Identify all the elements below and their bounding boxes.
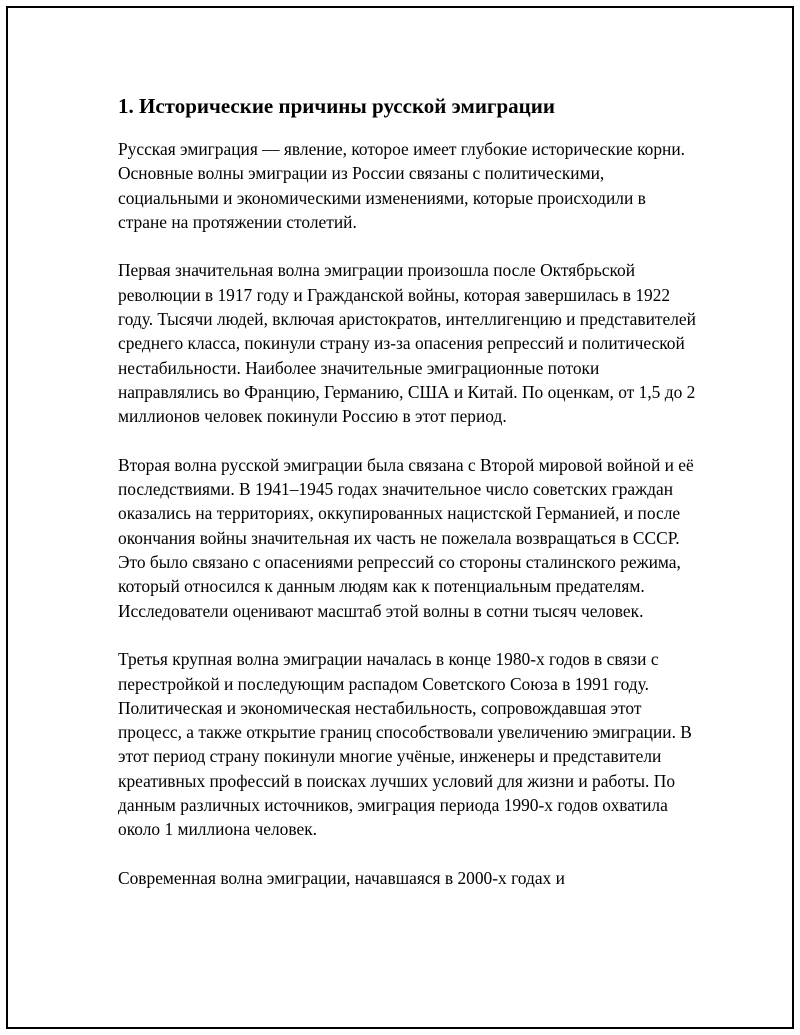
paragraph-modern-wave: Современная волна эмиграции, начавшаяся в 2000-х годах и [118,867,565,888]
document-body [118,92,698,915]
paragraph-second-wave: Вторая волна русской эмиграции была связана с Второй мировой войной и её последствиями. В 1941–1945 годах значительное число советских граждан оказались на территориях, оккупированных нацистской Германией, и после окончания войны значительная их часть не пожелала возвращаться в СССР. Это было связано с опасениями репрессий со стороны сталинского режима, который относился к данным людям как к потенциальным предателям. Исследователи оценивают масштаб этой волны в сотни тысяч человек. [118,454,694,621]
paragraph-intro: Русская эмиграция — явление, которое имеет глубокие исторические корни. Основные волны эмиграции из России связаны с политическими, социальными и экономическими изменениями, которые происходили в стране на протяжении столетий. [118,139,686,232]
section-heading: 1. Исторические причины русской эмиграции [118,94,555,118]
paragraph-third-wave: Третья крупная волна эмиграции началась в конце 1980-х годов в связи с перестройкой и последующим распадом Советского Союза в 1991 году. Политическая и экономическая нестабильность, сопровождавшая этот процесс, а также открытие границ способствовали увеличению эмиграции. В этот период страну покинули многие учёные, инженеры и представители креативных профессий в поисках лучших условий для жизни и работы. По данным различных источников, эмиграция периода 1990-х годов охватила около 1 миллиона человек. [118,649,692,840]
paragraph-first-wave: Первая значительная волна эмиграции произошла после Октябрьской революции в 1917 году и Гражданской войны, которая завершилась в 1922 году. Тысячи людей, включая аристократов, интеллигенцию и представителей среднего класса, покинули страну из-за опасения репрессий и политической нестабильности. Наиболее значительные эмиграционные потоки направлялись во Францию, Германию, США и Китай. По оценкам, от 1,5 до 2 миллионов человек покинули Россию в этот период. [118,260,696,427]
